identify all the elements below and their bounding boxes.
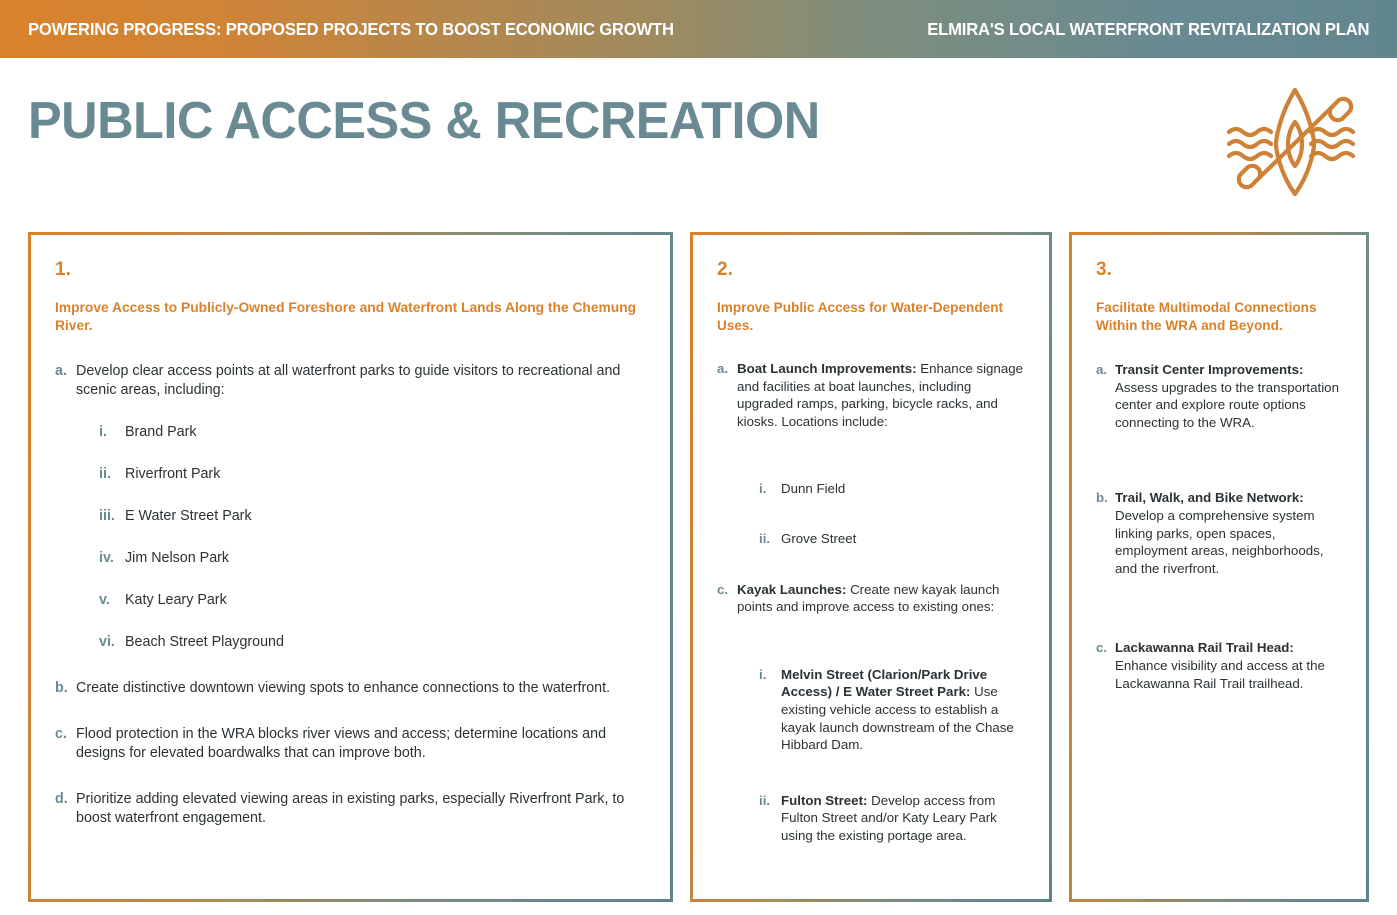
sub-list-item [99, 633, 646, 652]
sub-list-item [99, 549, 646, 568]
project-card-1 [28, 232, 673, 902]
card-2-sublist-c [737, 666, 1025, 845]
list-item-lead: Transit Center Improvements: [1115, 362, 1304, 377]
list-item [55, 725, 646, 763]
sub-list-lead: Fulton Street: [781, 792, 868, 808]
list-item [55, 679, 646, 698]
list-item-text: Develop clear access points at all waterfront parks to guide visitors to recreational and scenic areas, including: [76, 363, 621, 398]
project-card-3 [1069, 232, 1369, 902]
sub-list-item [99, 507, 646, 526]
sub-list-marker: ii. [99, 466, 111, 482]
list-marker: b. [1096, 490, 1108, 506]
list-item-lead: Lackawanna Rail Trail Head: [1115, 640, 1294, 656]
list-item-text: Assess upgrades to the transportation center and explore route options connecting to the WRA. [1115, 379, 1339, 430]
sub-list-marker: iii. [99, 508, 115, 524]
sub-list-marker: i. [759, 481, 767, 497]
list-item [1096, 361, 1342, 431]
list-item-text: Enhance visibility and access at the Lackawanna Rail Trail trailhead. [1115, 657, 1325, 691]
list-item-text: Create new kayak launch points and improve access to existing ones: [737, 581, 1000, 615]
list-marker: a. [1096, 362, 1108, 377]
page-title: PUBLIC ACCESS & RECREATION [28, 92, 820, 150]
list-item [55, 362, 646, 652]
list-item-lead: Boat Launch Improvements: [737, 361, 917, 376]
list-marker: c. [55, 726, 67, 742]
list-item-text: Prioritize adding elevated viewing areas in existing parks, especially Riverfront Park, to boost waterfront engagement. [76, 791, 625, 826]
sub-list-text: Use existing vehicle access to establish a kayak launch downstream of the Chase Hibbard Dam. [781, 684, 1014, 753]
sub-list-marker: ii. [759, 792, 771, 808]
list-marker: b. [55, 680, 68, 696]
list-item [55, 790, 646, 828]
sub-list-item [99, 591, 646, 610]
card-1-heading: Improve Access to Publicly-Owned Foreshore and Waterfront Lands Along the Chemung River. [55, 300, 637, 333]
sub-list-text: Jim Nelson Park [125, 550, 230, 566]
sub-list-item [759, 480, 1025, 498]
list-item [1096, 639, 1342, 692]
list-marker: a. [717, 361, 729, 376]
sub-list-marker: v. [99, 592, 110, 608]
sub-list-marker: vi. [99, 634, 115, 650]
sub-list-marker: iv. [99, 550, 114, 566]
banner-left-title: POWERING PROGRESS: PROPOSED PROJECTS TO BOOST ECONOMIC GROWTH [28, 18, 674, 39]
sub-list-item [99, 465, 646, 484]
list-marker: a. [55, 363, 67, 379]
card-1-list [55, 362, 646, 828]
list-marker: d. [55, 791, 68, 807]
sub-list-item [759, 792, 1025, 845]
sub-list-item [759, 666, 1025, 754]
banner-right-title: ELMIRA'S LOCAL WATERFRONT REVITALIZATION PLAN [926, 18, 1369, 39]
sub-list-text: Grove Street [781, 530, 857, 546]
list-item [717, 581, 1025, 845]
sub-list-text: Brand Park [125, 424, 197, 440]
project-card-2 [690, 232, 1052, 902]
card-2-number: 2. [717, 259, 733, 280]
sub-list-marker: i. [99, 424, 107, 440]
card-3-heading: Facilitate Multimodal Connections Within the WRA and Beyond. [1096, 300, 1317, 333]
list-item-text: Enhance signage and facilities at boat launches, including upgraded ramps, parking, bicycle racks, and kiosks. Locations include: [737, 361, 1024, 429]
sub-list-text: Beach Street Playground [125, 634, 284, 650]
list-item-lead: Trail, Walk, and Bike Network: [1115, 490, 1304, 506]
sub-list-marker: ii. [759, 530, 771, 546]
card-3-list [1096, 361, 1342, 692]
list-item-text: Create distinctive downtown viewing spots to enhance connections to the waterfront. [76, 680, 611, 696]
sub-list-text: Riverfront Park [125, 466, 221, 482]
sub-list-marker: i. [759, 666, 767, 682]
list-item-lead: Kayak Launches: [737, 581, 847, 597]
card-1-number: 1. [55, 259, 71, 280]
sub-list-text: Dunn Field [781, 481, 846, 497]
top-banner [0, 0, 1397, 58]
list-item [717, 360, 1025, 548]
kayak-paddle-waves-icon [1215, 82, 1375, 200]
sub-list-text: E Water Street Park [125, 508, 252, 524]
sub-list-lead: Melvin Street (Clarion/Park Drive Access) / E Water Street Park: [781, 666, 988, 700]
sub-list-text: Katy Leary Park [125, 592, 227, 608]
list-item-text: Flood protection in the WRA blocks river views and access; determine locations and designs for elevated boardwalks that can improve both. [76, 726, 607, 761]
card-2-heading: Improve Public Access for Water-Dependent Uses. [717, 300, 1004, 333]
sub-list-item [759, 530, 1025, 548]
card-2-sublist-a [737, 480, 1025, 547]
sub-list-text: Develop access from Fulton Street and/or Katy Leary Park using the existing portage area. [781, 792, 997, 843]
card-3-number: 3. [1096, 259, 1112, 280]
sub-list-item [99, 423, 646, 442]
card-2-list [717, 360, 1025, 845]
list-marker: c. [717, 581, 729, 597]
list-item [1096, 489, 1342, 577]
project-cards-row [28, 232, 1369, 902]
card-1-sublist [76, 423, 646, 652]
list-marker: c. [1096, 640, 1108, 656]
list-item-text: Develop a comprehensive system linking parks, open spaces, employment areas, neighborhoods, and the riverfront. [1115, 507, 1324, 576]
